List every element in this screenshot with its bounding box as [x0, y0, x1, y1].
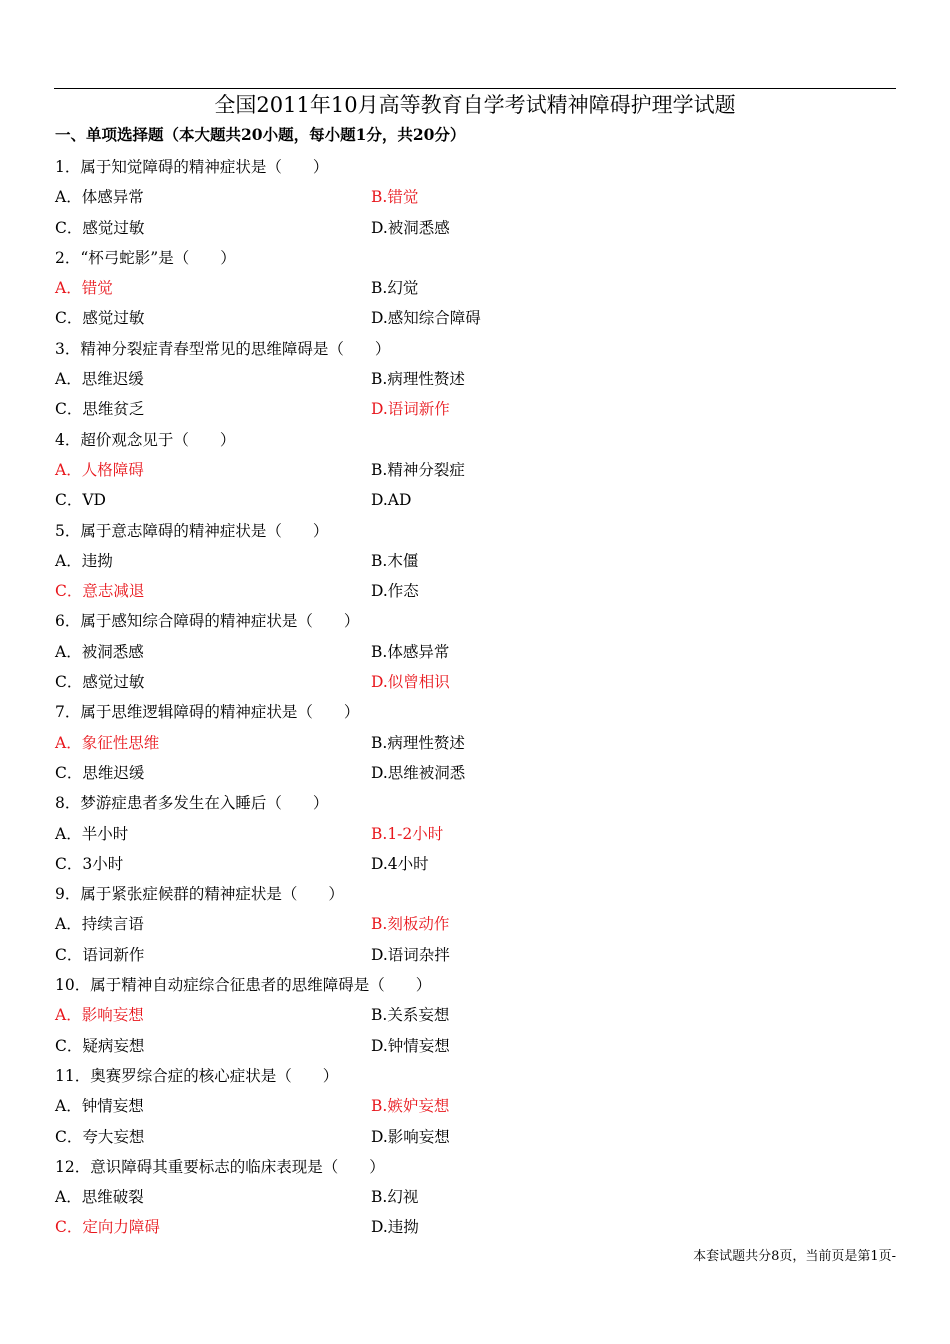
option-row [55, 546, 895, 576]
option-row [55, 364, 895, 394]
option: D.4小时 [371, 854, 429, 873]
option-row [55, 1122, 895, 1152]
section-title: 一、单项选择题（本大题共20小题，每小题1分，共20分） [55, 125, 466, 144]
question-9 [55, 879, 895, 970]
option-row [55, 213, 895, 243]
question-stem: 8．梦游症患者多发生在入睡后（ ） [55, 794, 329, 813]
option-row [55, 728, 895, 758]
option: C．VD [55, 491, 106, 510]
option: C．语词新作 [55, 945, 145, 964]
option: C．夸大妄想 [55, 1127, 145, 1146]
option: C．思维迟缓 [55, 763, 145, 782]
question-stem: 12．意识障碍其重要标志的临床表现是（ ） [55, 1157, 385, 1176]
question-stem: 10．属于精神自动症综合征患者的思维障碍是（ ） [55, 976, 432, 995]
header-rule [54, 88, 896, 89]
option: C．思维贫乏 [55, 400, 145, 419]
option: D.AD [371, 491, 412, 510]
question-12 [55, 1152, 895, 1243]
option: D.钟情妄想 [371, 1036, 450, 1055]
option: C．感觉过敏 [55, 218, 145, 237]
question-stem: 11．奥赛罗综合症的核心症状是（ ） [55, 1066, 339, 1085]
option: B.木僵 [371, 551, 419, 570]
question-stem: 4．超价观念见于（ ） [55, 430, 236, 449]
question-stem: 7．属于思维逻辑障碍的精神症状是（ ） [55, 703, 360, 722]
option-row [55, 303, 895, 333]
option: A．违拗 [55, 551, 113, 570]
option-row [55, 667, 895, 697]
option: A．思维破裂 [55, 1188, 144, 1207]
question-10 [55, 970, 895, 1061]
option: B.体感异常 [371, 642, 450, 661]
option-row [55, 1212, 895, 1242]
option: C．3小时 [55, 854, 124, 873]
option-row [55, 1000, 895, 1030]
option-row [55, 576, 895, 606]
option: B.精神分裂症 [371, 460, 465, 479]
option: B.病理性赘述 [371, 733, 465, 752]
question-1 [55, 152, 895, 243]
option: C．疑病妄想 [55, 1036, 145, 1055]
question-stem: 3．精神分裂症青春型常见的思维障碍是（ ） [55, 339, 391, 358]
option: D.被洞悉感 [371, 218, 450, 237]
question-8 [55, 788, 895, 879]
page-footer: 本套试题共分8页，当前页是第1页- [693, 1249, 896, 1264]
option: D.作态 [371, 582, 419, 601]
option-row [55, 849, 895, 879]
option-row [55, 1182, 895, 1212]
option-correct-answer: A．象征性思维 [55, 733, 160, 752]
option-row [55, 1091, 895, 1121]
question-list [55, 152, 895, 1243]
question-7 [55, 697, 895, 788]
option-correct-answer: C．定向力障碍 [55, 1218, 160, 1237]
option-row [55, 1031, 895, 1061]
question-3 [55, 334, 895, 425]
option-row [55, 455, 895, 485]
option: A．持续言语 [55, 915, 144, 934]
option-row [55, 485, 895, 515]
option: C．感觉过敏 [55, 309, 145, 328]
question-11 [55, 1061, 895, 1152]
option: B.幻视 [371, 1188, 419, 1207]
option: A．思维迟缓 [55, 370, 144, 389]
option-correct-answer: A．错觉 [55, 279, 113, 298]
question-5 [55, 516, 895, 607]
option: A．钟情妄想 [55, 1097, 144, 1116]
option-row [55, 182, 895, 212]
option-correct-answer: B.1-2小时 [371, 824, 444, 843]
option-correct-answer: D.似曾相识 [371, 673, 450, 692]
option-row [55, 909, 895, 939]
question-4 [55, 425, 895, 516]
question-stem: 9．属于紧张症候群的精神症状是（ ） [55, 885, 344, 904]
question-6 [55, 606, 895, 697]
option-correct-answer: A．影响妄想 [55, 1006, 144, 1025]
option-row [55, 940, 895, 970]
option: A．体感异常 [55, 188, 144, 207]
option-correct-answer: C．意志减退 [55, 582, 145, 601]
option: B.病理性赘述 [371, 370, 465, 389]
option: D.思维被洞悉 [371, 763, 466, 782]
option-correct-answer: B.嫉妒妄想 [371, 1097, 450, 1116]
question-stem: 6．属于感知综合障碍的精神症状是（ ） [55, 612, 360, 631]
option: B.幻觉 [371, 279, 419, 298]
option-correct-answer: A．人格障碍 [55, 460, 144, 479]
option: B.关系妄想 [371, 1006, 450, 1025]
question-stem: 5．属于意志障碍的精神症状是（ ） [55, 521, 329, 540]
question-stem: 2．“杯弓蛇影”是（ ） [55, 248, 236, 267]
option: A．半小时 [55, 824, 129, 843]
option-correct-answer: D.语词新作 [371, 400, 450, 419]
option: C．感觉过敏 [55, 673, 145, 692]
option-correct-answer: B.错觉 [371, 188, 419, 207]
page-title: 全国2011年10月高等教育自学考试精神障碍护理学试题 [214, 93, 736, 117]
option-correct-answer: B.刻板动作 [371, 915, 450, 934]
option: D.影响妄想 [371, 1127, 450, 1146]
option-row [55, 758, 895, 788]
option-row [55, 394, 895, 424]
option: D.感知综合障碍 [371, 309, 481, 328]
option-row [55, 273, 895, 303]
option: A．被洞悉感 [55, 642, 144, 661]
question-2 [55, 243, 895, 334]
question-stem: 1．属于知觉障碍的精神症状是（ ） [55, 158, 329, 176]
option: D.违拗 [371, 1218, 419, 1237]
option-row [55, 637, 895, 667]
option-row [55, 819, 895, 849]
option: D.语词杂拌 [371, 945, 450, 964]
